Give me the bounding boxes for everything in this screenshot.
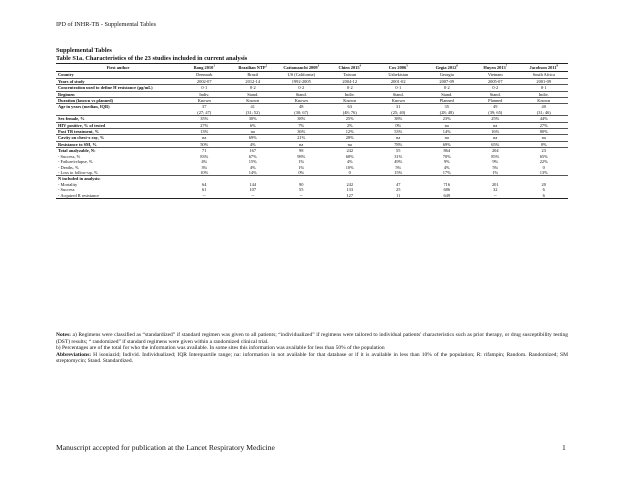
table-cell: 27% [520, 122, 569, 128]
table-cell: 35% [180, 116, 229, 122]
table-cell: 70% [442, 153, 451, 159]
table-cell: Indiv. [520, 91, 569, 97]
table-cell: na [229, 129, 278, 135]
row-label: - Success, % [58, 153, 81, 159]
table-cell: 67% [248, 153, 257, 159]
table-cell: 83% [200, 153, 209, 159]
table-cell: 55 [374, 148, 423, 154]
table-cell: 4% [201, 159, 208, 165]
table-cell: 3% [201, 164, 208, 170]
table-cell: 0·1 [180, 85, 229, 91]
row-label: - Deaths, % [58, 164, 79, 170]
table-cell: 85% [491, 153, 500, 159]
column-header-name: First author [106, 65, 130, 70]
table-cell: 2007-09 [423, 78, 472, 84]
table-cell: 1992-2005 [277, 78, 326, 84]
table-cell: 5% [395, 164, 402, 170]
table-cell: na [374, 135, 423, 141]
table-cell: Known [326, 98, 375, 104]
characteristics-table-wrap [56, 63, 568, 199]
table-cell: na [471, 122, 520, 128]
table-cell: 30% [229, 116, 278, 122]
column-header-ref: 7 [505, 63, 508, 68]
notes-label: Notes: [56, 332, 71, 338]
table-cell: 80% [520, 129, 569, 135]
table-cell: 65% [471, 141, 520, 147]
table-cell: 98% [297, 153, 306, 159]
column-header [423, 64, 472, 72]
table-cell: 98 [277, 148, 326, 154]
table-cell: 0% [374, 122, 423, 128]
table-cell: 14% [248, 169, 257, 175]
table-cell: Planned [471, 98, 520, 104]
table-cell: 65% [539, 153, 548, 159]
table-cell: 0·2 [229, 85, 278, 91]
table-cell: 25% [326, 116, 375, 122]
table-cell: 2001-02 [374, 78, 423, 84]
column-header-ref: 5 [406, 63, 408, 68]
table-cell: Brazil [229, 72, 278, 78]
table-cell: Known [180, 98, 229, 104]
column-header [374, 64, 423, 72]
table-cell: -- [471, 193, 520, 199]
table-cell: 35 (28; 48) [423, 104, 472, 116]
table-cell: Indiv. [326, 91, 375, 97]
table-cell: Indiv. [180, 91, 229, 97]
table-cell: 20 [541, 181, 546, 187]
column-header [471, 64, 520, 72]
table-cell: 201 [491, 181, 499, 187]
table-cell: South Africa [520, 72, 569, 78]
table-cell: 864 [423, 148, 472, 154]
running-header: IPD of INHR-TB - Supplemental Tables [56, 21, 156, 28]
row-label: HIV positive, % of tested [56, 122, 180, 128]
table-cell: 7% [277, 122, 326, 128]
row-label: Country [56, 72, 180, 78]
row-label: - Success [58, 187, 75, 193]
row-label: Past TB treatment, % [56, 129, 180, 135]
table-cell: 0 [348, 169, 351, 175]
page-number: 1 [562, 443, 566, 452]
note-a-text: a) Regimens were classified as “standardized” if standard regimen was given to all patients; “individualized” if regimens were tailored to individual patients' characteristics such as prior therapy, or drug susceptibility testing (DST) results; “ randomized” if standard regimens were given within a randomized clinical trial. [56, 332, 569, 345]
column-header-ref: 2 [265, 63, 268, 68]
table-cell: 38% [374, 116, 423, 122]
table-cell: 16% [471, 129, 520, 135]
table-cell: Known [374, 98, 423, 104]
table-cell: 25 [396, 187, 401, 193]
table-cell: 14% [423, 129, 472, 135]
table-header-row [56, 64, 568, 72]
row-label: Years of study [56, 78, 180, 84]
row-label: Regimen [56, 91, 180, 97]
table-cell: 15% [248, 159, 257, 165]
row-label: Concentration used to define H resistance (µg/mL) [56, 85, 180, 91]
table-cell: 2001-09 [520, 78, 569, 84]
column-header-name: Cox 2006 [388, 65, 407, 70]
table-cell: 0·1 [374, 85, 423, 91]
footer-text: Manuscript accepted for publication at the Lancet Respiratory Medicine [56, 443, 275, 452]
column-header-ref: 8 [556, 63, 558, 68]
table-cell: na [423, 122, 472, 128]
column-header [56, 64, 180, 72]
table-cell: 90 [299, 181, 304, 187]
table-cell: Denmark [180, 72, 229, 78]
column-header-ref: 3 [317, 63, 320, 68]
table-cell: -- [277, 193, 326, 199]
table-cell: 61 [202, 187, 207, 193]
column-header [229, 64, 278, 72]
table-cell: 1% [298, 159, 305, 165]
supplemental-title: Supplemental Tables [56, 47, 112, 54]
table-cell: 0·2 [326, 85, 375, 91]
table-cell: Stand. [277, 91, 326, 97]
column-header-name: Jacobson 2011 [529, 65, 557, 70]
table-cell: 1% [492, 169, 499, 175]
table-title: Table S1a. Characteristics of the 23 studies included in current analysis [56, 55, 248, 62]
table-cell: 242 [346, 181, 354, 187]
abbreviations-text: H isoniazid; Individ. Individualized; IQR Interquartile range; na: information in not available for that database or if it is available in less than 10% of the population; R: rifampin; Random. Randomized; SM streptomycin; Stand. Standardized. [56, 351, 568, 364]
table-cell: Known [277, 98, 326, 104]
table-cell: 49% [394, 159, 403, 165]
table-cell: 5% [492, 164, 499, 170]
table-cell: 133 [346, 187, 354, 193]
table-cell: 649 [423, 193, 472, 199]
table-cell: na [471, 135, 520, 141]
table-cell: 0·1 [520, 85, 569, 91]
table-cell: 0·2 [423, 85, 472, 91]
table-cell: 167 [229, 148, 278, 154]
table-cell: Georgia [423, 72, 472, 78]
table-cell: 0% [298, 169, 305, 175]
table-cell: 44% [520, 116, 569, 122]
column-header-ref: 4 [359, 63, 362, 68]
table-cell: 69% [229, 135, 278, 141]
table-row [56, 193, 568, 199]
abbreviations [56, 352, 568, 365]
table-cell: 2002-07 [180, 78, 229, 84]
abbreviations-label: Abbreviations: [56, 351, 92, 358]
table-cell: 10% [200, 169, 209, 175]
table-cell: Uzbekistan [374, 72, 423, 78]
table-cell: 69% [423, 141, 472, 147]
table-cell: 10% [345, 164, 354, 170]
table-cell: 242 [326, 148, 375, 154]
table-cell: na [277, 141, 326, 147]
table-cell: 68% [345, 153, 354, 159]
table-cell: 71 [180, 148, 229, 154]
row-label: Cavity on chest-x ray, % [56, 135, 180, 141]
row-label: - Failure/relapse, % [58, 159, 93, 165]
table-cell: Vietnam [471, 72, 520, 78]
column-header [520, 64, 569, 72]
table-cell: 4% [346, 159, 353, 165]
table-cell: na [423, 135, 472, 141]
table-cell: 0·2 [471, 85, 520, 91]
table-cell: 21% [277, 135, 326, 141]
table-cell: 64 [202, 181, 207, 187]
column-header-name: Chien 2015 [338, 65, 360, 70]
table-cell: 127 [326, 193, 375, 199]
table-cell: 41 (31; 52) [229, 104, 278, 116]
table-cell: Planned [423, 98, 472, 104]
table-cell: 686 [443, 187, 451, 193]
table-cell: na [180, 135, 229, 141]
table-cell: 78% [374, 141, 423, 147]
table-cell: 11 [374, 193, 423, 199]
column-header-name: Huyen 2013 [483, 65, 506, 70]
row-label: Duration (known vs planned) [56, 98, 180, 104]
notes-section [56, 332, 568, 365]
column-header-name: Gegia 2012 [435, 65, 457, 70]
table-cell: 32 [493, 187, 498, 193]
table-cell: 1% [298, 164, 305, 170]
table-cell: 6 [520, 193, 569, 199]
table-cell: na [520, 135, 569, 141]
table-cell: 716 [443, 181, 451, 187]
table-cell: 107 [249, 187, 257, 193]
table-cell: 13% [180, 129, 229, 135]
table-cell: 49 (39; 65) [471, 104, 520, 116]
table-cell: 27% [180, 122, 229, 128]
table-cell: 15% [394, 169, 403, 175]
row-label: Resistance to SM, % [56, 141, 180, 147]
column-header-ref: 6 [456, 63, 458, 68]
table-cell: Taiwan [326, 72, 375, 78]
table-cell: 50% [180, 141, 229, 147]
table-cell: 40 (31; 46) [520, 104, 569, 116]
table-cell: 53% [374, 129, 423, 135]
table-cell: 2005-07 [471, 78, 520, 84]
table-cell: 37 (27; 47) [180, 104, 229, 116]
table-cell: 6 [542, 187, 545, 193]
table-cell: 47 [396, 181, 401, 187]
note-a [56, 332, 568, 345]
table-cell: 2% [326, 122, 375, 128]
table-cell: Stand. [374, 91, 423, 97]
table-cell: 2012-14 [229, 78, 278, 84]
column-header-ref: 1 [213, 63, 215, 68]
table-cell: 22% [539, 159, 548, 165]
characteristics-table [56, 63, 568, 199]
table-cell: 2004-12 [326, 78, 375, 84]
column-header-name: Brazilian NTP [238, 65, 266, 70]
table-cell: 36% [277, 129, 326, 135]
table-cell: 4% [229, 141, 278, 147]
table-cell: 4% [443, 164, 450, 170]
table-cell: -- [180, 193, 229, 199]
table-cell: US (California) [277, 72, 326, 78]
row-label: - Acquired R resistance [56, 193, 180, 199]
table-cell: 13% [539, 169, 548, 175]
column-header-name: Cattamanchi 2009 [283, 65, 318, 70]
row-label: Total analyzable, N: [56, 148, 180, 154]
table-cell: -- [229, 193, 278, 199]
row-label: - Loss to follow-up, % [58, 169, 98, 175]
table-cell: 55 [299, 187, 304, 193]
table-cell: 9% [492, 159, 499, 165]
table-cell: 0% [520, 141, 569, 147]
table-cell: 17% [442, 169, 451, 175]
table-cell: 23% [423, 116, 472, 122]
table-cell: 4% [249, 164, 256, 170]
table-cell: Stand. [229, 91, 278, 97]
table-cell: 23 [520, 148, 569, 154]
table-cell: 12% [326, 129, 375, 135]
table-cell: 38% [277, 116, 326, 122]
table-cell: na [326, 141, 375, 147]
table-cell: 63 (48; 76) [326, 104, 375, 116]
column-header [277, 64, 326, 72]
table-row [56, 104, 568, 116]
column-header [326, 64, 375, 72]
row-label: N included in analysis: [56, 176, 180, 182]
table-cell: 0 [542, 164, 545, 170]
table-cell: 31% [394, 153, 403, 159]
table-cell: 144 [249, 181, 257, 187]
table-cell: 0·2 [277, 85, 326, 91]
table-cell: 9% [443, 159, 450, 165]
table-cell: 31 (25; 40) [374, 104, 423, 116]
table-body [56, 64, 568, 199]
table-cell: 28% [326, 135, 375, 141]
row-label: - Mortality [58, 181, 78, 187]
table-cell: Known [520, 98, 569, 104]
table-cell: 48 (30; 67) [277, 104, 326, 116]
table-cell: Stand. [423, 91, 472, 97]
row-label: Age in years (median, IQR) [56, 104, 180, 116]
column-header [180, 64, 229, 72]
table-cell: Stand. [471, 91, 520, 97]
table-cell: 204 [471, 148, 520, 154]
row-label: Sex female, % [56, 116, 180, 122]
table-cell: Known [229, 98, 278, 104]
column-header-name: Bang 2010 [193, 65, 214, 70]
table-cell: 6% [229, 122, 278, 128]
table-cell: 25% [471, 116, 520, 122]
note-b: b) Percentages are of the total for who the information was available. In some sites this information was available for less than 50% of the population [56, 345, 385, 351]
